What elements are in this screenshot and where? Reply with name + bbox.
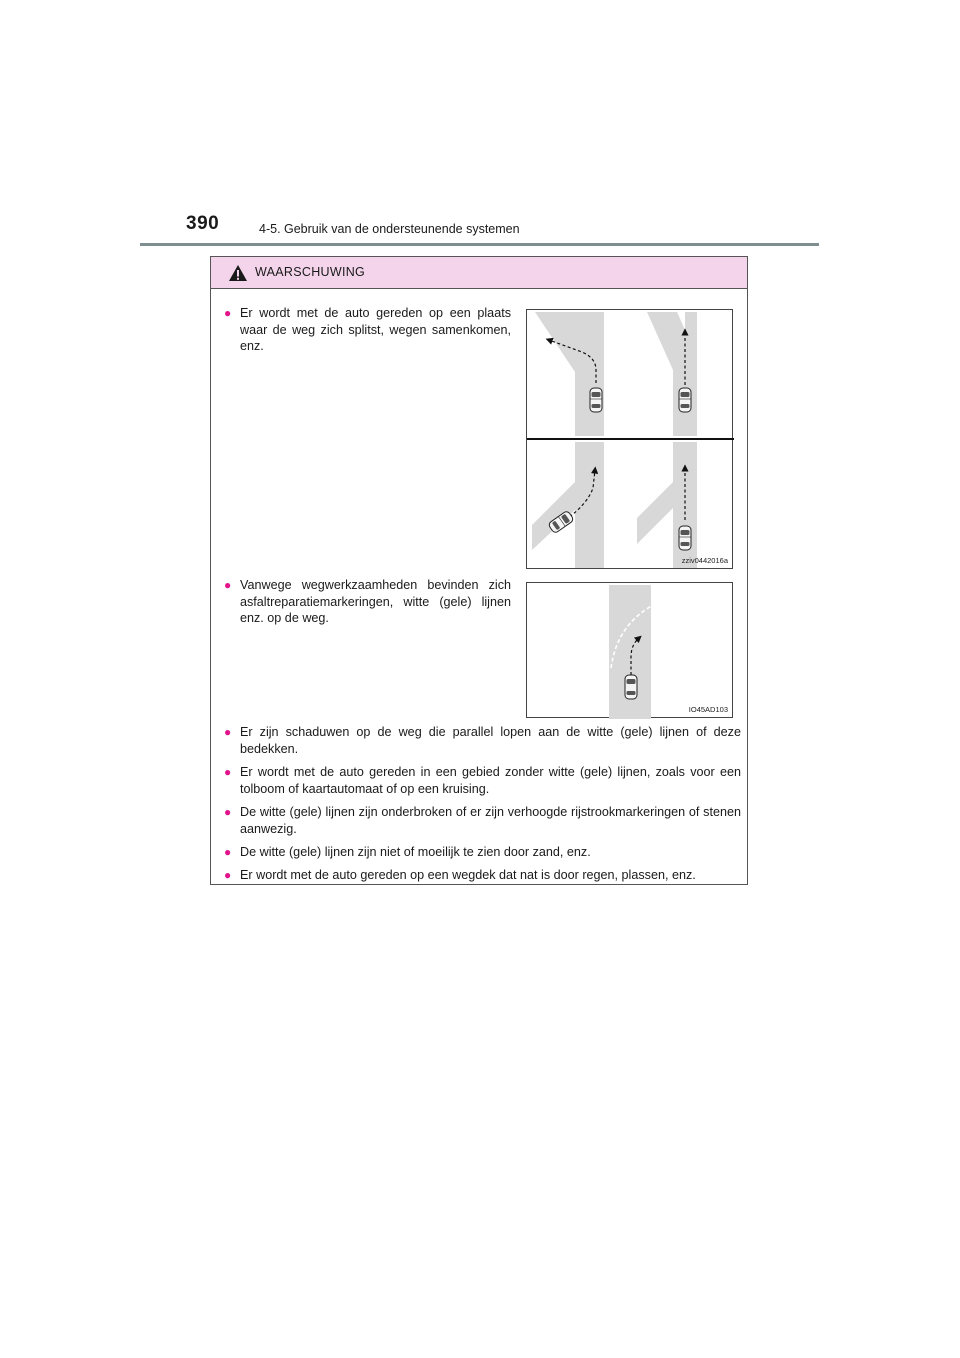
warning-header	[211, 257, 747, 289]
warning-item-shadows: ● Er zijn schaduwen op de weg die parallel lopen aan de witte (gele) lijnen of deze bedekken.	[224, 725, 741, 756]
warning-item-broken-lines: ● De witte (gele) lijnen zijn onderbroken of er zijn verhoogde rijstrookmarkeringen of stenen aanwezig.	[224, 805, 741, 836]
section-title: 4-5. Gebruik van de ondersteunende systemen	[259, 222, 520, 236]
warning-item-sand: ● De witte (gele) lijnen zijn niet of moeilijk te zien door zand, enz.	[224, 845, 591, 859]
figure-road-forks	[526, 309, 733, 569]
figure-code: zziv0442016a	[681, 556, 728, 565]
warning-item-fork: ● Er wordt met de auto gereden op een plaats waar de weg zich splitst, wegen samenkomen, enz.	[224, 306, 511, 353]
warning-title: WAARSCHUWING	[255, 265, 366, 279]
bullet-icon: ●	[224, 306, 232, 320]
repair-mark-illustration	[527, 583, 734, 719]
bullet-icon: ●	[224, 765, 232, 779]
bullet-icon: ●	[224, 868, 232, 882]
bullet-icon: ●	[224, 578, 232, 592]
figure-code: IO45AD103	[688, 705, 728, 714]
bullet-icon: ●	[224, 845, 232, 859]
road-fork-illustration	[527, 310, 734, 570]
figure-repair-marks	[526, 582, 733, 718]
warning-item-no-lines: ● Er wordt met de auto gereden in een gebied zonder witte (gele) lijnen, zoals voor een tolboom of kaartautomaat of op een kruising.	[224, 765, 741, 796]
warning-box	[210, 256, 748, 885]
warning-item-roadworks: ● Vanwege wegwerkzaamheden bevinden zich asfaltreparatiemarkeringen, witte (gele) lijnen enz. op de weg.	[224, 578, 511, 625]
bullet-icon: ●	[224, 805, 232, 819]
bullet-icon: ●	[224, 725, 232, 739]
warning-triangle-icon	[228, 264, 248, 282]
header-rule	[140, 243, 819, 246]
page-number: 390	[186, 213, 220, 234]
warning-item-wet-road: ● Er wordt met de auto gereden op een wegdek dat nat is door regen, plassen, enz.	[224, 868, 696, 882]
